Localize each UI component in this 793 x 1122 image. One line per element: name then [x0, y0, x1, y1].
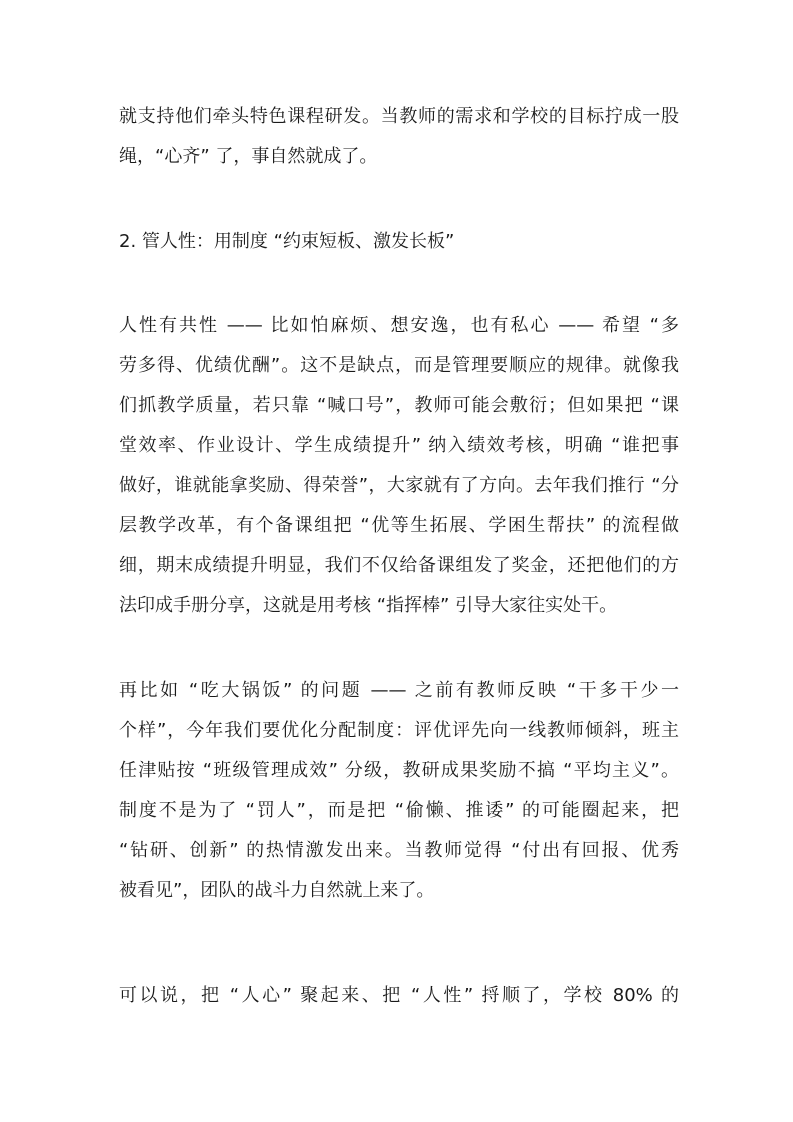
paragraph-2-line-1: 人性有共性 —— 比如怕麻烦、想安逸，也有私心 —— 希望 “多 [119, 315, 679, 336]
paragraph-2-line-7: 细，期末成绩提升明显，我们不仅给备课组发了奖金，还把他们的方 [119, 555, 679, 576]
paragraph-2-line-5: 做好，谁就能拿奖励、得荣誉”，大家就有了方向。去年我们推行 “分 [119, 475, 679, 496]
paragraph-3-line-5: “钻研、创新” 的热情激发出来。当教师觉得 “付出有回报、优秀 [119, 840, 679, 861]
paragraph-2-line-6: 层教学改革，有个备课组把 “优等生拓展、学困生帮扶” 的流程做 [119, 515, 679, 536]
paragraph-3-line-3: 任津贴按 “班级管理成效” 分级，教研成果奖励不搞 “平均主义”。 [119, 760, 679, 781]
paragraph-2-line-2: 劳多得、优绩优酬”。这不是缺点，而是管理要顺应的规律。就像我 [119, 355, 679, 376]
paragraph-3-line-6: 被看见”，团队的战斗力自然就上来了。 [119, 880, 435, 901]
paragraph-2-line-3: 们抓教学质量，若只靠 “喊口号”，教师可能会敷衍；但如果把 “课 [119, 395, 679, 416]
section-heading-2: 2. 管人性：用制度 “约束短板、激发长板” [119, 231, 455, 252]
paragraph-1-line-2: 绳，“心齐” 了，事自然就成了。 [119, 146, 378, 167]
paragraph-4-line-1: 可以说，把 “人心” 聚起来、把 “人性” 捋顺了，学校 80% 的 [119, 985, 679, 1006]
paragraph-3-line-1: 再比如 “吃大锅饭” 的问题 —— 之前有教师反映 “干多干少一 [119, 680, 679, 701]
paragraph-2-line-4: 堂效率、作业设计、学生成绩提升” 纳入绩效考核，明确 “谁把事 [119, 435, 679, 456]
paragraph-3-line-4: 制度不是为了 “罚人”，而是把 “偷懒、推诿” 的可能圈起来，把 [119, 800, 679, 821]
paragraph-1-line-1: 就支持他们牵头特色课程研发。当教师的需求和学校的目标拧成一股 [119, 106, 679, 127]
paragraph-3-line-2: 个样”，今年我们要优化分配制度：评优评先向一线教师倾斜，班主 [119, 720, 679, 741]
paragraph-2-line-8: 法印成手册分享，这就是用考核 “指挥棒” 引导大家往实处干。 [119, 595, 618, 616]
